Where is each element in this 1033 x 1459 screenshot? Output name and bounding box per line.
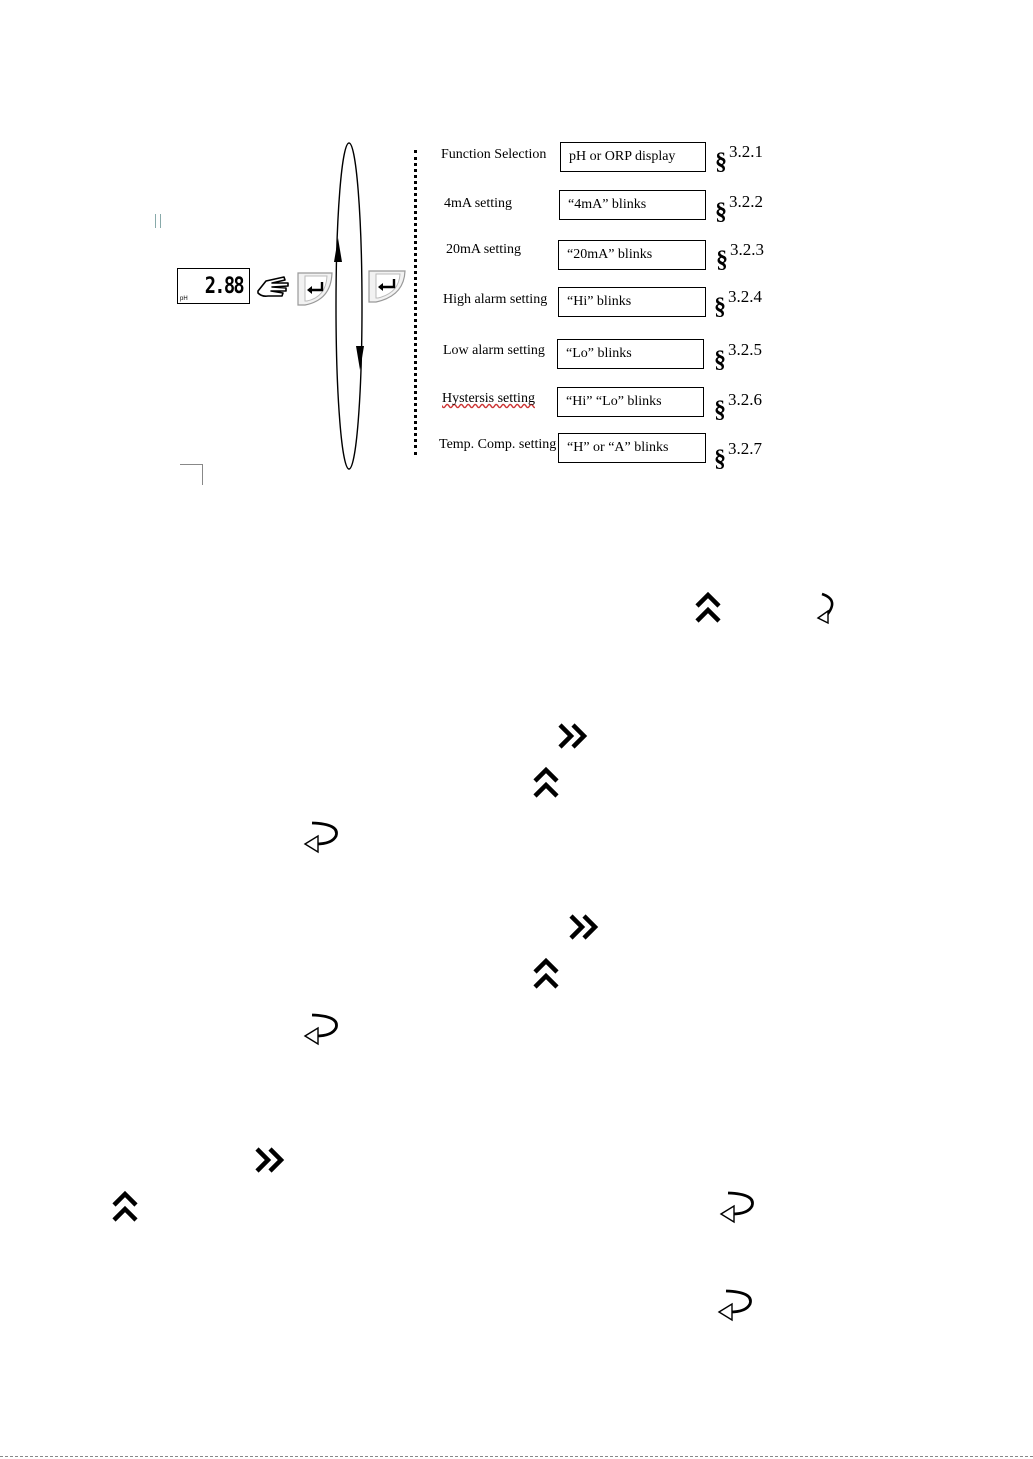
- up-double-arrow-icon: [694, 590, 722, 626]
- menu-label-function-selection: Function Selection: [441, 147, 547, 162]
- display-value: 2.88: [204, 274, 243, 299]
- section-ref: § 3.2.4: [714, 287, 762, 320]
- up-double-arrow-icon: [111, 1189, 139, 1225]
- section-ref: § 3.2.7: [714, 439, 762, 472]
- menu-label-20ma: 20mA setting: [446, 242, 522, 257]
- return-arrow-icon: [718, 1188, 760, 1224]
- return-arrow-icon: [716, 1286, 758, 1322]
- menu-diagram: [0, 0, 1033, 500]
- menu-box-hystersis: “Hi” “Lo” blinks: [557, 387, 704, 417]
- page-bottom-rule: [0, 1456, 1033, 1457]
- enter-key-icon[interactable]: [366, 268, 408, 306]
- right-double-arrow-icon: [556, 722, 590, 750]
- lcd-display: [177, 268, 250, 304]
- right-double-arrow-icon: [253, 1146, 287, 1174]
- hand-press-icon: [254, 271, 294, 303]
- return-arrow-icon: [814, 590, 842, 626]
- up-double-arrow-icon: [532, 765, 560, 801]
- menu-label-low-alarm: Low alarm setting: [443, 343, 545, 358]
- enter-key-icon[interactable]: [295, 270, 335, 308]
- right-double-arrow-icon: [567, 913, 601, 941]
- menu-box-low-alarm: “Lo” blinks: [557, 339, 704, 369]
- section-ref: § 3.2.6: [714, 390, 762, 423]
- up-double-arrow-icon: [532, 956, 560, 992]
- corner-mark: [180, 464, 203, 485]
- display-unit: pH: [180, 296, 188, 302]
- menu-box-4ma: “4mA” blinks: [559, 190, 706, 220]
- menu-label-temp-comp: Temp. Comp. setting: [439, 437, 557, 452]
- menu-label-high-alarm: High alarm setting: [443, 292, 548, 307]
- section-ref: § 3.2.1: [715, 142, 763, 175]
- cycle-loop: [330, 140, 370, 472]
- menu-box-function-selection: pH or ORP display: [560, 142, 706, 172]
- menu-box-high-alarm: “Hi” blinks: [558, 287, 706, 317]
- return-arrow-icon: [302, 818, 344, 854]
- page-mark: [155, 214, 161, 228]
- menu-box-20ma: “20mA” blinks: [558, 240, 706, 270]
- menu-label-hystersis: Hystersis setting: [442, 391, 535, 406]
- dotted-separator: [414, 150, 417, 455]
- section-ref: § 3.2.5: [714, 340, 762, 373]
- return-arrow-icon: [302, 1010, 344, 1046]
- menu-box-temp-comp: “H” or “A” blinks: [558, 433, 706, 463]
- section-ref: § 3.2.2: [715, 192, 763, 225]
- section-ref: § 3.2.3: [716, 240, 764, 273]
- menu-label-4ma: 4mA setting: [444, 196, 513, 211]
